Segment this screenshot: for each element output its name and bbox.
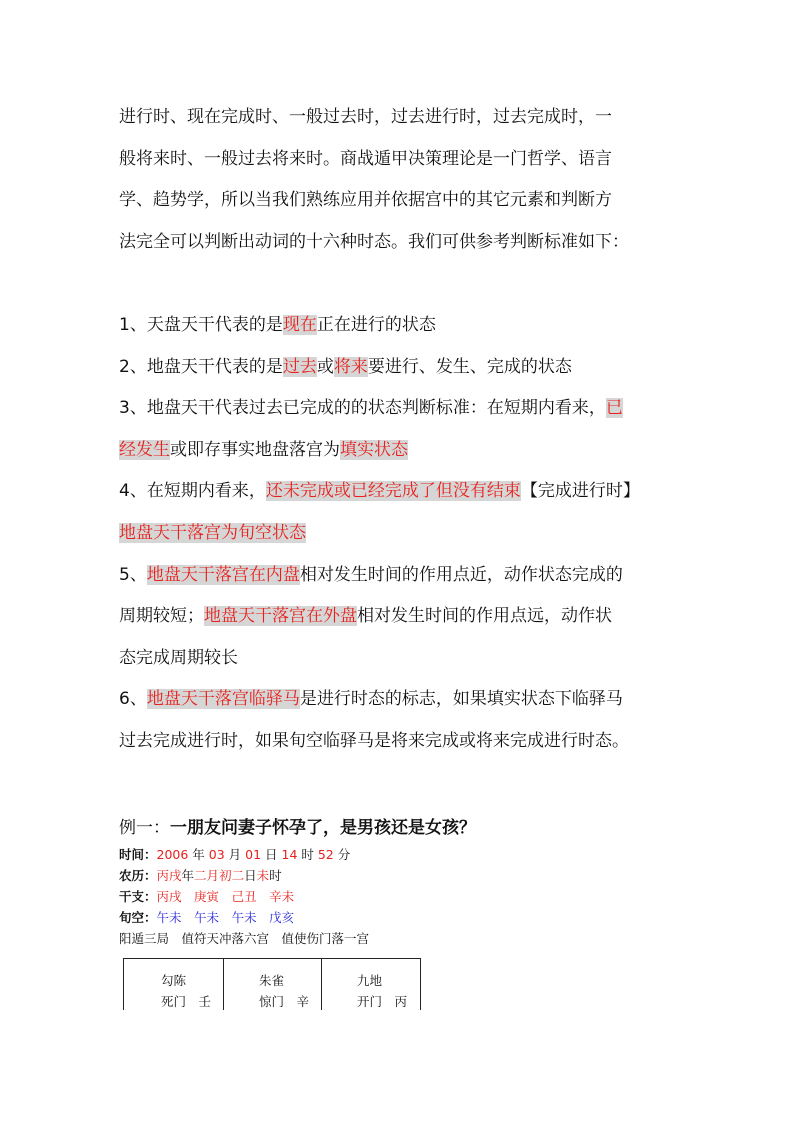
lunar-day: 初二: [219, 868, 245, 883]
list-line: [119, 396, 623, 420]
list-line: [119, 438, 408, 462]
lunar-row: [119, 867, 282, 885]
text-segment: 1、天盘天干代表的是: [119, 315, 283, 335]
door: 惊门: [259, 994, 285, 1009]
paragraph-line: [119, 105, 612, 129]
list-line: [119, 479, 640, 503]
grid-god: 九地: [357, 973, 383, 988]
time-label: 时间：: [119, 847, 157, 862]
highlighted-text: 地盘天干落宫在内盘: [146, 564, 300, 585]
text-segment: 要进行、发生、完成的状态: [367, 356, 572, 377]
text-segment: 态完成周期较长: [119, 647, 238, 668]
grid-door: [357, 992, 407, 1010]
highlighted-text: 将来: [333, 356, 368, 377]
unit: 分: [333, 847, 351, 862]
highlighted-text: 已: [605, 398, 623, 419]
year: 2006: [156, 847, 189, 862]
text-segment: 法完全可以判断出动词的十六种时态。我们可供参考判断标准如下：: [119, 232, 629, 253]
xunkong-row: [119, 909, 294, 927]
unit: 时: [297, 847, 318, 862]
grid-divider: [223, 958, 224, 1010]
text-segment: 周期较短；: [119, 606, 204, 627]
grid-door: [259, 992, 309, 1010]
text-segment: 进行时、现在完成时、一般过去时，过去进行时，过去完成时，一: [119, 107, 612, 127]
xunkong-value: 午未: [194, 910, 220, 925]
grid-top-border: [123, 958, 421, 959]
text-segment: 或即存事实地盘落宫为: [170, 439, 340, 460]
ganzhi-label: 干支：: [119, 889, 157, 904]
text-segment: 过去完成进行时，如果旬空临驿马是将来完成或将来完成进行时态。: [119, 731, 629, 751]
highlighted-text: 地盘天干落宫在外盘: [204, 606, 357, 627]
unit: 月: [224, 847, 246, 862]
text-segment: 般将来时、一般过去将来时。商战遁甲决策理论是一门哲学、语言: [119, 148, 612, 169]
highlighted-text: 经发生: [119, 439, 170, 460]
text-segment: 4、在短期内看来，: [119, 481, 266, 502]
grid-divider: [420, 958, 421, 1010]
ganzhi-row: [119, 888, 294, 906]
lunar-year: 丙戌: [156, 868, 182, 883]
stem: 壬: [198, 994, 212, 1009]
unit: 日: [244, 868, 257, 883]
text-segment: 3、地盘天干代表过去已完成的的状态判断标准：在短期内看来，: [119, 398, 606, 419]
xunkong-label: 旬空：: [119, 910, 157, 925]
month: 03: [208, 847, 225, 862]
text-segment: 学、趋势学，所以当我们熟练应用并依据宫中的其它元素和判断方: [119, 190, 612, 211]
paragraph-line: [119, 188, 612, 212]
lunar-month: 二月: [194, 868, 220, 883]
ganzhi-value: 己丑: [231, 889, 257, 904]
grid-god: 朱雀: [259, 973, 285, 988]
time-row: [119, 846, 350, 864]
day: 01: [245, 847, 262, 862]
highlighted-text: 填实状态: [340, 439, 408, 460]
door: 死门: [161, 994, 187, 1009]
text-segment: 【完成进行时】: [520, 481, 640, 502]
text-segment: 是进行时态的标志，如果填实状态下临驿马: [299, 689, 623, 710]
example-label: 例一：: [119, 818, 170, 838]
paragraph-line: [119, 230, 629, 254]
grid-divider: [123, 958, 124, 1010]
text-segment: 2、地盘天干代表的是: [119, 356, 283, 377]
list-line: [119, 563, 623, 587]
highlighted-text: 现在: [282, 315, 317, 335]
unit: 时: [269, 868, 282, 883]
text-segment: 正在进行的状态: [316, 315, 436, 335]
ganzhi-value: 庚寅: [194, 889, 220, 904]
list-line: [119, 646, 238, 670]
xunkong-value: 午未: [231, 910, 257, 925]
list-line: [119, 604, 612, 628]
xunkong-value: 戊亥: [269, 910, 295, 925]
text-segment: 6、: [119, 689, 147, 710]
lunar-hour: 未: [256, 868, 270, 883]
xunkong-value: 午未: [156, 910, 182, 925]
unit: 年: [181, 868, 195, 883]
minute: 52: [317, 847, 334, 862]
grid-door: [161, 992, 211, 1010]
ganzhi-value: 丙戌: [156, 889, 182, 904]
example-title: [119, 813, 476, 838]
text-segment: 5、: [119, 564, 147, 585]
ganzhi-value: 辛未: [269, 889, 295, 904]
list-line: [119, 521, 306, 545]
list-line: [119, 313, 436, 337]
ju-row: 阳遁三局 值符天冲落六宫 值使伤门落一宫: [119, 931, 370, 946]
highlighted-text: 过去: [282, 356, 317, 377]
text-segment: 或: [316, 356, 334, 377]
text-segment: 相对发生时间的作用点远，动作状: [357, 606, 612, 627]
hour: 14: [281, 847, 298, 862]
stem: 辛: [296, 994, 310, 1009]
grid-divider: [321, 958, 322, 1010]
unit: 日: [261, 847, 282, 862]
list-line: [119, 355, 572, 379]
highlighted-text: 地盘天干落宫临驿马: [146, 689, 300, 710]
stem: 丙: [394, 994, 408, 1009]
text-segment: 相对发生时间的作用点近，动作状态完成的: [299, 564, 623, 585]
qimen-grid: [119, 952, 424, 1012]
highlighted-text: 还未完成或已经完成了但没有结束: [265, 481, 521, 502]
list-line: [119, 729, 629, 753]
unit: 年: [188, 847, 209, 862]
list-line: [119, 687, 623, 711]
highlighted-text: 地盘天干落宫为旬空状态: [119, 523, 306, 543]
door: 开门: [357, 994, 383, 1009]
example-question: 一朋友问妻子怀孕了，是男孩还是女孩？: [170, 818, 476, 838]
paragraph-line: [119, 147, 612, 171]
grid-god: 勾陈: [161, 973, 187, 988]
lunar-label: 农历：: [119, 868, 157, 883]
